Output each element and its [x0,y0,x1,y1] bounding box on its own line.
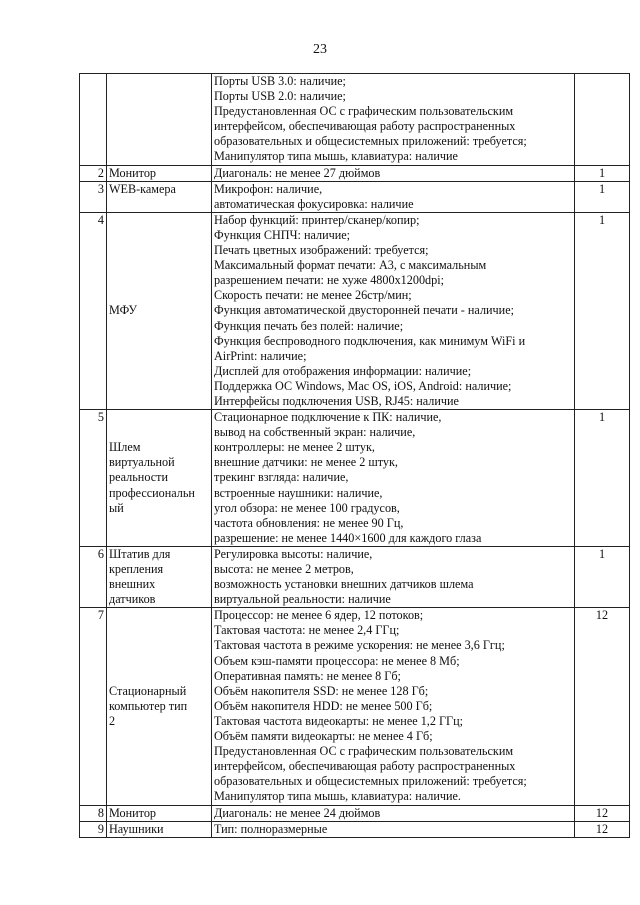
spec-line: AirPrint: наличие; [214,348,307,363]
item-name [107,546,212,607]
item-name: Наушники [107,821,212,837]
item-name-line: Штатив для [109,546,171,561]
item-name: Монитор [107,165,212,181]
spec-line: Функция печать без полей: наличие; [214,318,404,333]
item-specification [212,821,575,837]
item-quantity: 1 [575,165,630,181]
item-specification [212,212,575,409]
spec-line: Порты USB 3.0: наличие; [214,74,346,88]
item-specification [212,410,575,547]
item-name [107,410,212,547]
item-name-line: датчиков [109,592,156,607]
item-name [107,74,212,166]
table-row [80,165,630,181]
page-number: 23 [313,42,327,57]
item-quantity: 12 [575,608,630,805]
spec-line: трекинг взгляда: наличие, [214,470,349,485]
spec-line: Печать цветных изображений: требуется; [214,243,429,258]
item-name-line: компьютер тип [109,698,188,713]
item-quantity: 1 [575,181,630,212]
spec-line: Процессор: не менее 6 ядер, 12 потоков; [214,608,424,623]
table-row [80,410,630,547]
spec-line: контроллеры: не менее 2 штук, [214,440,375,455]
table-row [80,546,630,607]
spec-line: Набор функций: принтер/сканер/копир; [214,212,420,227]
item-name-line: крепления [109,562,164,576]
spec-line: Тактовая частота: не менее 2,4 ГГц; [214,623,400,638]
item-quantity [575,74,630,166]
spec-line: Объём памяти видеокарты: не менее 4 Гб; [214,729,433,744]
item-quantity: 1 [575,212,630,409]
spec-line: разрешение: не менее 1440×1600 для каждого глаза [214,530,482,545]
spec-line: частота обновления: не менее 90 Гц, [214,515,404,530]
spec-line: Предустановленная ОС с графическим пользовательским [214,744,514,759]
spec-line: Объём накопителя SSD: не менее 128 Гб; [214,683,429,698]
spec-line: виртуальной реальности: наличие [214,592,391,607]
spec-line: высота: не менее 2 метров, [214,562,354,576]
spec-line: внешние датчики: не менее 2 штук, [214,455,398,470]
item-name-line: внешних [109,577,156,592]
spec-line: Интерфейсы подключения USB, RJ45: наличие [214,393,459,408]
spec-line: угол обзора: не менее 100 градусов, [214,500,400,515]
item-name-line: 2 [109,713,116,728]
item-name-line: ый [109,500,124,515]
spec-line: вывод на собственный экран: наличие, [214,425,416,440]
spec-line: Тип: полноразмерные [214,821,328,836]
spec-line: Объём накопителя HDD: не менее 500 Гб; [214,698,433,713]
spec-line: Диагональ: не менее 27 дюймов [214,165,381,180]
spec-line: Объем кэш-памяти процессора: не менее 8 Мб; [214,653,460,668]
item-specification [212,608,575,805]
item-name: МФУ [107,212,212,409]
table-row [80,212,630,409]
row-number: 8 [80,805,107,821]
spec-line: интерфейсом, обеспечивающая работу распространенных [214,759,516,774]
row-number: 5 [80,410,107,547]
item-name-line: виртуальной [109,455,175,470]
row-number: 7 [80,608,107,805]
spec-line: Функция беспроводного подключения, как минимум WiFi и [214,333,526,348]
spec-line: образовательных и общесистемных приложений: требуется; [214,134,527,149]
item-quantity: 12 [575,805,630,821]
spec-line: разрешением печати: не хуже 4800x1200dpi; [214,273,445,288]
spec-line: Стационарное подключение к ПК: наличие, [214,410,442,425]
spec-line: Предустановленная ОС с графическим пользовательским [214,104,514,119]
spec-line: интерфейсом, обеспечивающая работу распространенных [214,119,516,134]
item-specification [212,165,575,181]
spec-line: Порты USB 2.0: наличие; [214,89,346,104]
table-row [80,821,630,837]
table-row [80,805,630,821]
row-number: 2 [80,165,107,181]
spec-line: Максимальный формат печати: А3, с максимальным [214,258,487,273]
spec-line: Оперативная память: не менее 8 Гб; [214,668,401,683]
equipment-spec-table [79,73,630,838]
item-specification [212,546,575,607]
spec-line: Функция автоматической двусторонней печати - наличие; [214,303,514,318]
row-number: 6 [80,546,107,607]
item-quantity: 12 [575,821,630,837]
item-name-line: Стационарный [109,683,187,698]
spec-line: Манипулятор типа мышь, клавиатура: наличие [214,149,458,164]
spec-line: Функция СНПЧ: наличие; [214,227,351,242]
spec-line: автоматическая фокусировка: наличие [214,196,414,211]
item-name: WEB-камера [107,181,212,212]
item-name-line: реальности [109,470,168,485]
spec-line: встроенные наушники: наличие, [214,485,383,500]
spec-line: Диагональ: не менее 24 дюймов [214,805,381,820]
table-row [80,181,630,212]
row-number: 4 [80,212,107,409]
item-name: Монитор [107,805,212,821]
item-quantity: 1 [575,410,630,547]
item-specification [212,74,575,166]
table-row [80,74,630,166]
spec-line: возможность установки внешних датчиков шлема [214,577,474,592]
item-name-line: Шлем [109,440,141,455]
spec-line: Дисплей для отображения информации: наличие; [214,363,472,378]
item-name-line: профессиональн [109,485,195,500]
spec-line: Тактовая частота в режиме ускорения: не менее 3,6 Ггц; [214,638,505,653]
row-number: 3 [80,181,107,212]
spec-line: Манипулятор типа мышь, клавиатура: наличие. [214,789,461,804]
item-specification [212,181,575,212]
spec-line: Регулировка высоты: наличие, [214,546,373,561]
row-number: 9 [80,821,107,837]
spec-line: Микрофон: наличие, [214,181,323,196]
spec-line: Скорость печати: не менее 26стр/мин; [214,288,412,303]
item-name [107,608,212,805]
row-number [80,74,107,166]
item-specification [212,805,575,821]
spec-line: образовательных и общесистемных приложений: требуется; [214,774,527,789]
spec-line: Тактовая частота видеокарты: не менее 1,2 ГГц; [214,713,463,728]
item-quantity: 1 [575,546,630,607]
table-row [80,608,630,805]
spec-line: Поддержка ОС Windows, Mac OS, iOS, Android: наличие; [214,378,512,393]
